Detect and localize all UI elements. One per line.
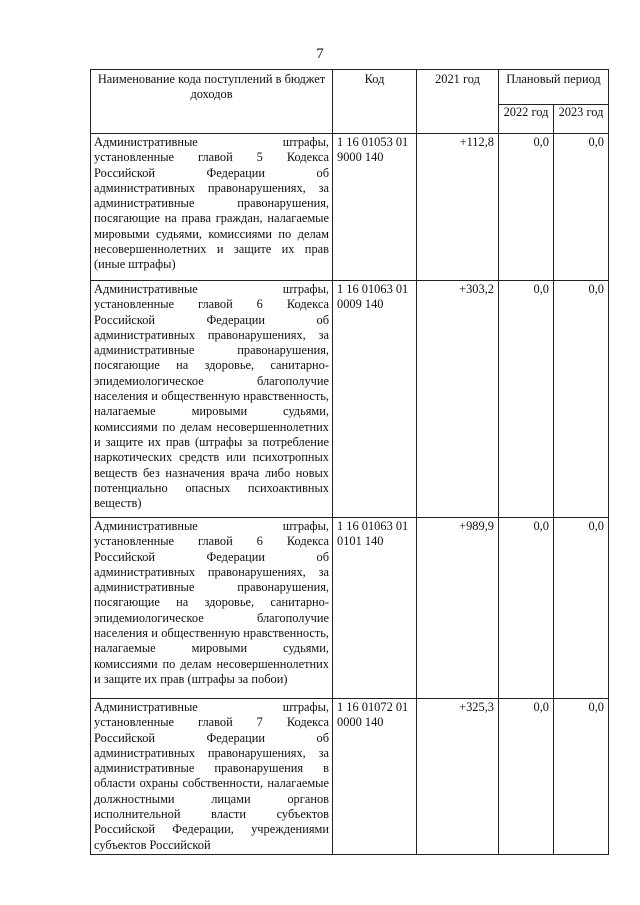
row-2023: 0,0 xyxy=(554,518,609,699)
row-name: Административные штрафы, установленные главой 7 Кодекса Российской Федерации об административных правонарушениях, за административные правонарушения в области охраны собственности, налагаемые должностными лицами органов исполнительной власти субъектов Российской Федерации, учреждениями субъектов Российской xyxy=(91,699,333,855)
row-2023: 0,0 xyxy=(554,699,609,855)
header-code: Код xyxy=(333,70,417,134)
page-number: 7 xyxy=(316,46,324,62)
header-planned-period: Плановый период xyxy=(499,70,609,105)
row-2021: +325,3 xyxy=(417,699,499,855)
table-row xyxy=(91,518,609,699)
row-2022: 0,0 xyxy=(499,518,554,699)
row-2023: 0,0 xyxy=(554,134,609,281)
header-2022: 2022 год xyxy=(499,105,554,134)
row-name: Административные штрафы, установленные главой 5 Кодекса Российской Федерации об административных правонарушениях, за административные правонарушения, посягающие на права граждан, налагаемые мировыми судьями, комиссиями по делам несовершеннолетних и защите их прав (иные штрафы) xyxy=(91,134,333,281)
row-code: 1 16 01063 01 0009 140 xyxy=(333,281,417,518)
budget-revenue-table xyxy=(90,69,609,855)
header-2023: 2023 год xyxy=(554,105,609,134)
row-2021: +303,2 xyxy=(417,281,499,518)
row-2022: 0,0 xyxy=(499,699,554,855)
row-2021: +989,9 xyxy=(417,518,499,699)
row-name: Административные штрафы, установленные главой 6 Кодекса Российской Федерации об административных правонарушениях, за административные правонарушения, посягающие на здоровье, санитарно-эпидемиологическое благополучие населения и общественную нравственность, налагаемые мировыми судьями, комиссиями по делам несовершеннолетних и защите их прав (штрафы за побои) xyxy=(91,518,333,699)
row-name: Административные штрафы, установленные главой 6 Кодекса Российской Федерации об административных правонарушениях, за административные правонарушения, посягающие на здоровье, санитарно-эпидемиологическое благополучие населения и общественную нравственность, налагаемые мировыми судьями, комиссиями по делам несовершеннолетних и защите их прав (штрафы за потребление наркотических средств или психотропных веществ без назначения врача либо новых потенциально опасных психоактивных веществ) xyxy=(91,281,333,518)
row-code: 1 16 01053 01 9000 140 xyxy=(333,134,417,281)
table-row xyxy=(91,699,609,855)
row-2023: 0,0 xyxy=(554,281,609,518)
row-code: 1 16 01072 01 0000 140 xyxy=(333,699,417,855)
table-header-row xyxy=(91,70,609,105)
header-2021: 2021 год xyxy=(417,70,499,134)
row-2021: +112,8 xyxy=(417,134,499,281)
row-code: 1 16 01063 01 0101 140 xyxy=(333,518,417,699)
row-2022: 0,0 xyxy=(499,134,554,281)
row-2022: 0,0 xyxy=(499,281,554,518)
table-row xyxy=(91,281,609,518)
table-row xyxy=(91,134,609,281)
header-name: Наименование кода поступлений в бюджет доходов xyxy=(91,70,333,134)
